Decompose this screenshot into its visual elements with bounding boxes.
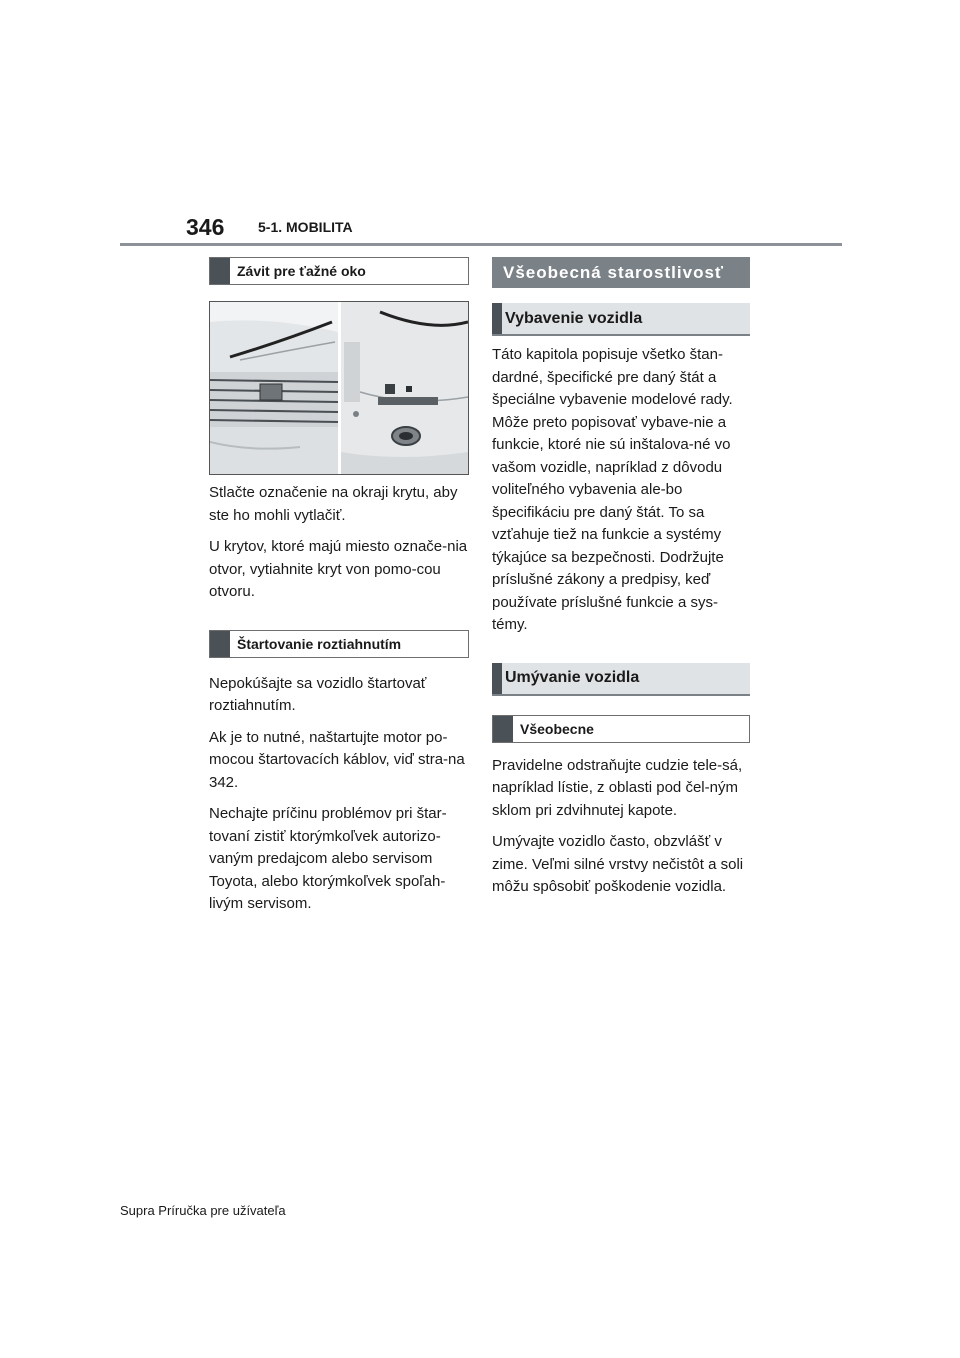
paragraph: Umývajte vozidlo často, obzvlášť v zime. Veľmi silné vrstvy nečistôt a soli môžu spôsobiť poškodenie vozidla. bbox=[492, 833, 744, 895]
paragraph: Nechajte príčinu problémov pri štar-tovaní zistiť ktorýmkoľvek autorizo-vaným predajcom alebo servisom Toyota, alebo ktorýmkoľvek spoľah-livým servisom. bbox=[209, 805, 447, 912]
paragraph: Táto kapitola popisuje všetko štan-dardné, špecifické pre daný štát a špeciálne vybavenie modelové rady. Môže preto popisovať vybave-nie a funkcie, ktoré nie sú inštalova-né vo vašom vozidle, napríklad z dôvodu voliteľného vybavenia ale-bo špecifikáciu pre daný štát. To sa vzťahuje tiež na funkcie a systémy týkajúce sa bezpečnosti. Dodržujte príslušné zákony a predpisy, keď používate príslušné funkcie a sys-témy. bbox=[492, 346, 733, 633]
right-text-block-1 bbox=[492, 344, 750, 637]
left-text-block-1 bbox=[209, 482, 469, 604]
sub-banner-vehicle-equipment bbox=[492, 303, 750, 336]
paragraph: Stlačte označenie na okraji krytu, aby ste ho mohli vytlačiť. bbox=[209, 484, 458, 524]
banner-marker bbox=[492, 663, 502, 694]
subheading-tow-eye-thread bbox=[209, 257, 469, 285]
right-text-block-2 bbox=[492, 755, 750, 899]
paragraph: Pravidelne odstraňujte cudzie tele-sá, napríklad lístie, z oblasti pod čel-ným sklom pri zdvihnutej kapote. bbox=[492, 756, 743, 819]
left-text-block-2 bbox=[209, 673, 469, 916]
section-label: 5-1. MOBILITA bbox=[258, 219, 353, 235]
subheading-label: Štartovanie roztiahnutím bbox=[237, 635, 402, 652]
subheading-label: Všeobecne bbox=[520, 720, 594, 737]
bumper-cover-figure bbox=[209, 301, 469, 475]
paragraph: U krytov, ktoré majú miesto označe-nia otvor, vytiahnite kryt von pomo-cou otvoru. bbox=[209, 538, 468, 600]
subheading-tow-start bbox=[209, 630, 469, 658]
page-footer: Supra Príručka pre užívateľa bbox=[120, 1203, 286, 1218]
sub-banner-label: Vybavenie vozidla bbox=[505, 309, 643, 327]
bumper-illustration bbox=[210, 302, 468, 474]
header-rule bbox=[120, 243, 842, 246]
section-banner-general-care: Všeobecná starostlivosť bbox=[492, 257, 750, 288]
subheading-general bbox=[492, 715, 750, 743]
left-column bbox=[209, 257, 469, 916]
sub-banner-car-washing bbox=[492, 663, 750, 696]
heading-marker bbox=[210, 631, 230, 657]
banner-marker bbox=[492, 303, 502, 334]
heading-marker bbox=[210, 258, 230, 284]
right-column bbox=[492, 257, 750, 899]
sub-banner-label: Umývanie vozidla bbox=[505, 669, 640, 686]
page-number: 346 bbox=[186, 214, 225, 240]
heading-marker bbox=[493, 716, 513, 742]
subheading-label: Závit pre ťažné oko bbox=[237, 263, 366, 279]
paragraph: Nepokúšajte sa vozidlo štartovať roztiahnutím. bbox=[209, 674, 427, 714]
paragraph: Ak je to nutné, naštartujte motor po-mocou štartovacích káblov, viď stra-na 342. bbox=[209, 728, 465, 791]
